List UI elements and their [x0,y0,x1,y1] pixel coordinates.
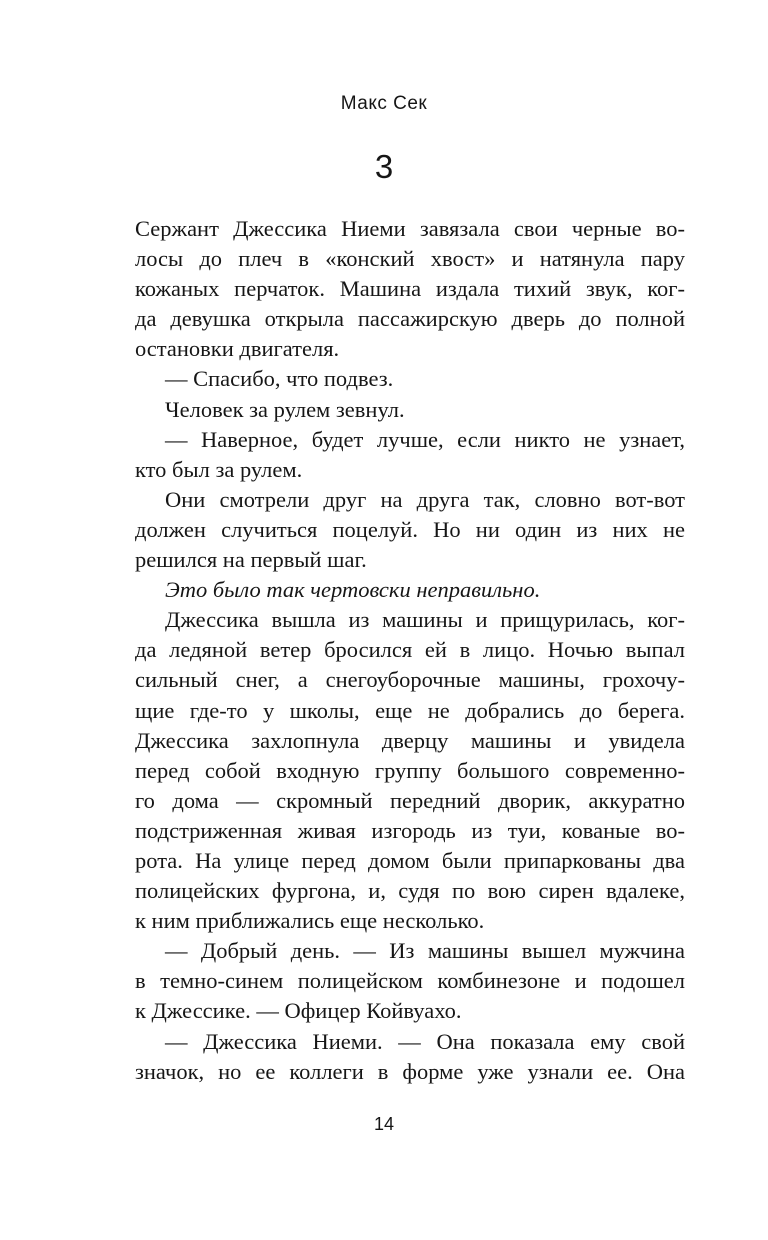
text-line: Джессика захлопнула дверцу машины и увидела [135,727,685,753]
body-text [135,214,685,1087]
text-line: остановки двигателя. [135,336,340,362]
text-line: значок, но ее коллеги в форме уже узнали ее. Она [135,1058,685,1084]
text-line: кто был за рулем. [135,456,303,482]
text-line: — Спасибо, что подвез. [165,366,394,392]
text-line: да девушка открыла пассажирскую дверь до полной [135,306,685,332]
text-line: го дома — скромный передний дворик, аккуратно [135,787,685,813]
text-line: щие где-то у школы, еще не добрались до берега. [135,697,685,723]
text-line: к ним приближались еще несколько. [135,908,485,934]
text-line: в темно-синем полицейском комбинезоне и подошел [135,968,685,994]
text-line: да ледяной ветер бросился ей в лицо. Ночью выпал [135,637,685,663]
text-line: — Наверное, будет лучше, если никто не узнает, [165,426,685,452]
text-line: Они смотрели друг на друга так, словно вот-вот [165,486,685,512]
text-line: полицейских фургона, и, судя по вою сирен вдалеке, [135,878,685,904]
page-number: 14 [373,1114,395,1134]
text-line: рота. На улице перед домом были припаркованы два [135,847,685,873]
text-line: должен случиться поцелуй. Но ни один из них не [135,516,685,542]
text-line: подстриженная живая изгородь из туи, кованые во- [135,817,685,843]
text-line: — Добрый день. — Из машины вышел мужчина [165,938,685,964]
text-line: перед собой входную группу большого современно- [135,757,685,783]
text-line: Человек за рулем зевнул. [165,396,405,422]
text-line: Джессика вышла из машины и прищурилась, ког- [165,607,685,633]
text-line: кожаных перчаток. Машина издала тихий звук, ког- [135,276,685,302]
text-line: лосы до плеч в «конский хвост» и натянула пару [135,246,685,272]
text-line: — Джессика Ниеми. — Она показала ему свой [165,1028,685,1054]
text-line: Сержант Джессика Ниеми завязала свои черные во- [135,216,685,241]
text-line: сильный снег, а снегоуборочные машины, грохочу- [135,667,685,693]
text-line-italic: Это было так чертовски неправильно. [165,577,541,603]
chapter-number: 3 [374,148,394,185]
running-head: Макс Сек [340,93,428,114]
text-line: к Джессике. — Офицер Койвуахо. [135,998,462,1024]
text-line: решился на первый шаг. [135,547,367,573]
